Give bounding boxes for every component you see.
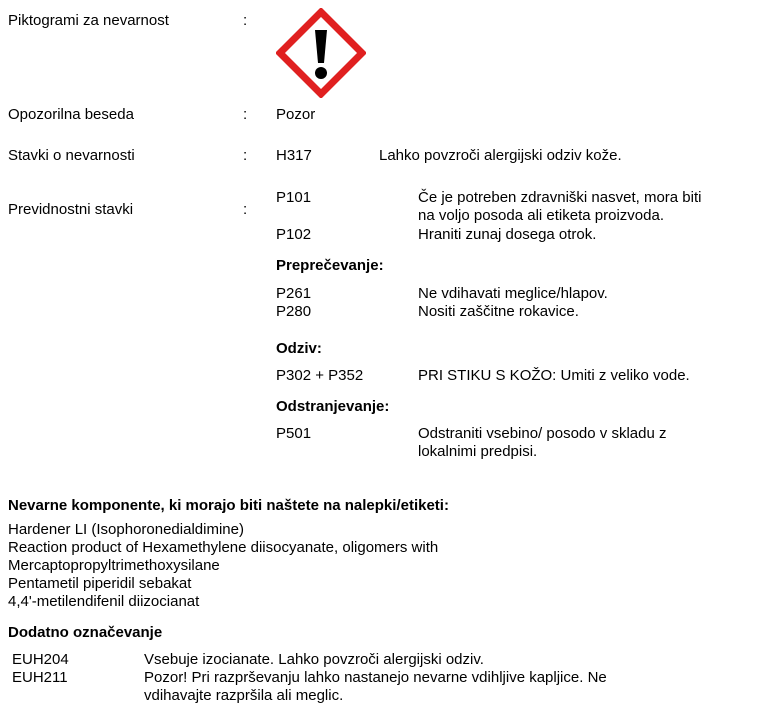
- component-line: Reaction product of Hexamethylene diisocyanate, oligomers with: [8, 539, 439, 556]
- pictograms-colon: :: [243, 12, 248, 29]
- precaution-colon: :: [243, 201, 248, 218]
- component-line: 4,4'-metilendifenil diizocianat: [8, 593, 200, 610]
- hazard-colon: :: [243, 147, 248, 164]
- precaution-code-p501: P501: [276, 425, 312, 442]
- additional-text-euh211-line2: vdihavajte razpršila ali meglic.: [144, 687, 344, 704]
- additional-text-euh204: Vsebuje izocianate. Lahko povzroči alergijski odziv.: [144, 651, 484, 668]
- component-line: Pentametil piperidil sebakat: [8, 575, 192, 592]
- additional-code-euh211: EUH211: [12, 669, 68, 686]
- precaution-text-p302: PRI STIKU S KOŽO: Umiti z veliko vode.: [418, 367, 690, 384]
- response-heading: Odziv:: [276, 340, 322, 357]
- pictograms-label: Piktogrami za nevarnost: [8, 12, 169, 29]
- component-line: Hardener LI (Isophoronedialdimine): [8, 521, 244, 538]
- components-heading: Nevarne komponente, ki morajo biti naštete na nalepki/etiketi:: [8, 497, 449, 514]
- signal-word-colon: :: [243, 106, 248, 123]
- additional-code-euh204: EUH204: [12, 651, 69, 668]
- precaution-text-p102: Hraniti zunaj dosega otrok.: [418, 226, 597, 243]
- precaution-code-p280: P280: [276, 303, 312, 320]
- precaution-text-p501-line1: Odstraniti vsebino/ posodo v skladu z: [418, 425, 667, 442]
- additional-text-euh211-line1: Pozor! Pri razprševanju lahko nastanejo nevarne vdihljive kapljice. Ne: [144, 669, 607, 686]
- prevention-heading: Preprečevanje:: [276, 257, 384, 274]
- precaution-code-p102: P102: [276, 226, 312, 243]
- precaution-code-p302: P302 + P352: [276, 367, 364, 384]
- precaution-text-p280: Nositi zaščitne rokavice.: [418, 303, 579, 320]
- component-line: Mercaptopropyltrimethoxysilane: [8, 557, 220, 574]
- hazard-label: Stavki o nevarnosti: [8, 147, 135, 164]
- additional-heading: Dodatno označevanje: [8, 624, 163, 641]
- precaution-code-p261: P261: [276, 285, 312, 302]
- precaution-text-p501-line2: lokalnimi predpisi.: [418, 443, 538, 460]
- hazard-text: Lahko povzroči alergijski odziv kože.: [379, 147, 622, 164]
- precaution-code-p101: P101: [276, 189, 312, 206]
- signal-word-value: Pozor: [276, 106, 316, 123]
- signal-word-label: Opozorilna beseda: [8, 106, 134, 123]
- hazard-code: H317: [276, 147, 312, 164]
- precaution-text-p261: Ne vdihavati meglice/hlapov.: [418, 285, 608, 302]
- disposal-heading: Odstranjevanje:: [276, 398, 390, 415]
- precaution-text-p101-line2: na voljo posoda ali etiketa proizvoda.: [418, 207, 664, 224]
- precaution-label: Previdnostni stavki: [8, 201, 134, 218]
- precaution-text-p101-line1: Če je potreben zdravniški nasvet, mora biti: [418, 189, 702, 206]
- exclamation-mark-icon: [276, 8, 366, 98]
